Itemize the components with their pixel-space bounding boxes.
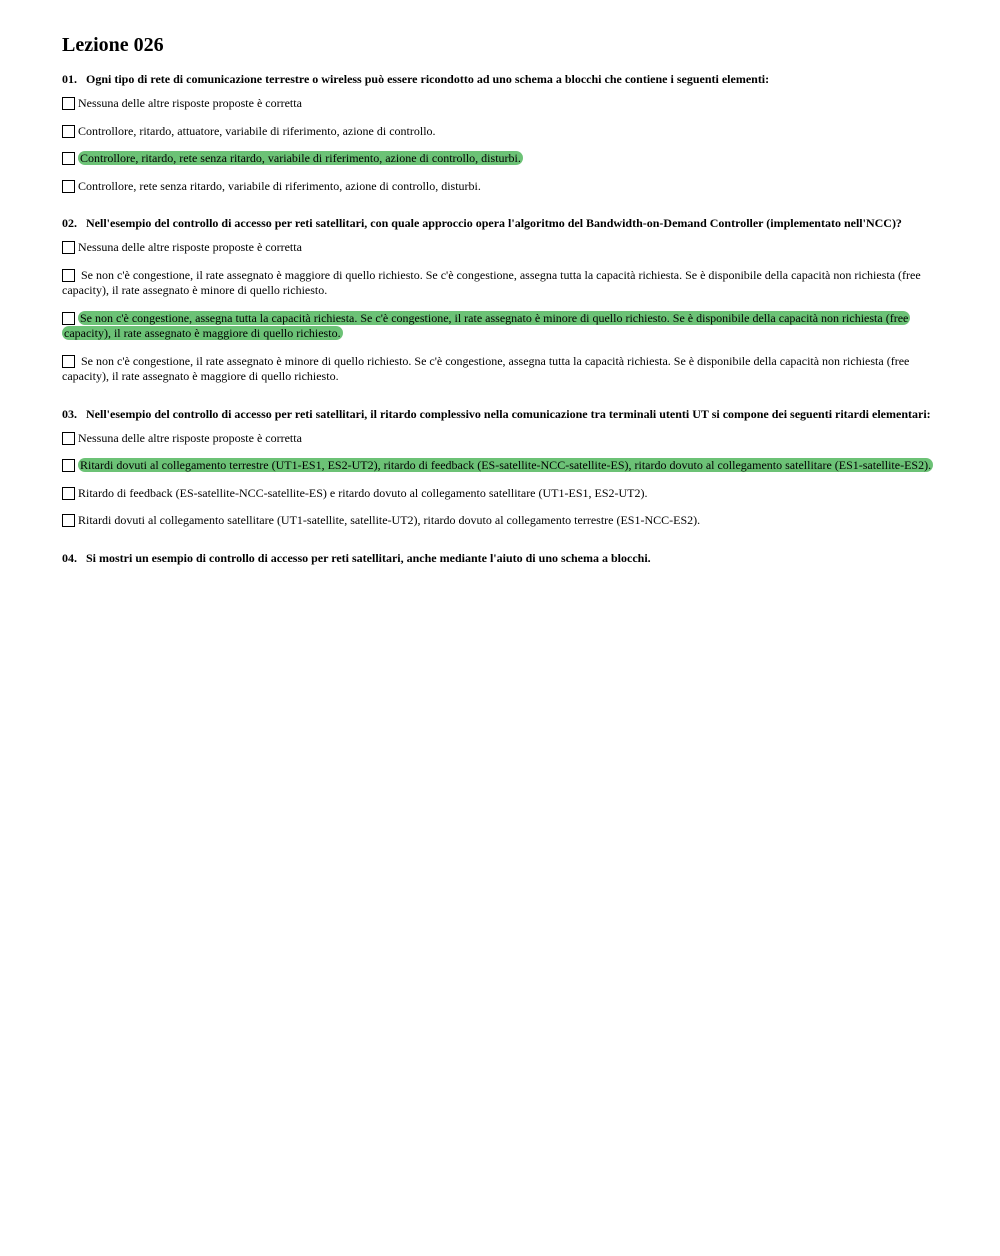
answer-option-correct [62, 458, 942, 474]
answer-option [62, 96, 942, 112]
answer-option [62, 240, 942, 256]
answer-checkbox[interactable] [62, 97, 75, 110]
answer-text: Nessuna delle altre risposte proposte è corretta [78, 430, 302, 445]
answer-text-highlighted: Ritardi dovuti al collegamento terrestre (UT1-ES1, ES2-UT2), ritardo di feedback (ES-satellite-NCC-satellite-ES), ritardo dovuto al collegamento satellitare (ES1-satellite-ES2). [80, 458, 932, 472]
answer-text-highlighted: Controllore, ritardo, rete senza ritardo, variabile di riferimento, azione di controllo, disturbi. [80, 151, 521, 165]
answer-text: Se non c'è congestione, il rate assegnato è minore di quello richiesto. Se c'è congestione, assegna tutta la capacità richiesta. Se è disponibile della capacità non richiesta (free capacity), il rate assegnato è maggiore di quello richiesto. [62, 353, 910, 383]
question-number: 03. [62, 406, 77, 421]
question-02 [62, 216, 942, 385]
answer-checkbox[interactable] [62, 432, 75, 445]
answer-checkbox[interactable] [62, 269, 75, 282]
answer-text: Nessuna delle altre risposte proposte è corretta [78, 96, 302, 110]
answer-option [62, 179, 942, 195]
question-body: Nell'esempio del controllo di accesso per reti satellitari, con quale approccio opera l'algoritmo del Bandwidth-on-Demand Controller (implementato nell'NCC)? [86, 216, 902, 230]
question-number: 02. [62, 216, 77, 230]
answer-checkbox[interactable] [62, 355, 75, 368]
question-text [62, 407, 942, 421]
question-04 [62, 551, 942, 565]
question-text [62, 72, 942, 86]
answer-checkbox[interactable] [62, 312, 75, 325]
answer-checkbox[interactable] [62, 152, 75, 165]
answer-checkbox[interactable] [62, 487, 75, 500]
answer-option [62, 354, 942, 385]
question-01 [62, 72, 942, 194]
document-page [62, 32, 942, 587]
question-03 [62, 407, 942, 529]
answer-checkbox[interactable] [62, 241, 75, 254]
answer-text: Ritardi dovuti al collegamento satellitare (UT1-satellite, satellite-UT2), ritardo dovuto al collegamento terrestre (ES1-NCC-ES2). [78, 513, 701, 527]
answer-text: Controllore, ritardo, attuatore, variabile di riferimento, azione di controllo. [78, 123, 436, 138]
answer-option [62, 513, 942, 529]
answer-checkbox[interactable] [62, 125, 75, 138]
answer-text-highlighted: Se non c'è congestione, assegna tutta la capacità richiesta. Se c'è congestione, il rate assegnato è minore di quello richiesto. Se è disponibile della capacità non richiesta (free capacity), il rate assegnato è maggiore di quello richiesto. [64, 310, 909, 340]
answer-option [62, 431, 942, 447]
answer-checkbox[interactable] [62, 459, 75, 472]
answer-checkbox[interactable] [62, 514, 75, 527]
question-text [62, 216, 942, 230]
question-text [62, 551, 942, 565]
answer-text: Controllore, rete senza ritardo, variabile di riferimento, azione di controllo, disturbi. [78, 178, 481, 193]
answer-checkbox[interactable] [62, 180, 75, 193]
question-body: Si mostri un esempio di controllo di accesso per reti satellitari, anche mediante l'aiuto di uno schema a blocchi. [86, 550, 651, 565]
question-number: 01. [62, 72, 77, 86]
answer-option [62, 268, 942, 299]
answer-option [62, 486, 942, 502]
question-number: 04. [62, 550, 77, 565]
lesson-title: Lezione 026 [62, 34, 164, 56]
answer-option-correct [62, 151, 942, 167]
answer-text: Nessuna delle altre risposte proposte è corretta [78, 240, 302, 254]
answer-option-correct [62, 311, 942, 342]
answer-text: Se non c'è congestione, il rate assegnato è maggiore di quello richiesto. Se c'è congestione, assegna tutta la capacità richiesta. Se è disponibile della capacità non richiesta (free capacity), il rate assegnato è minore di quello richiesto. [62, 267, 921, 297]
question-body: Nell'esempio del controllo di accesso per reti satellitari, il ritardo complessivo nella comunicazione tra terminali utenti UT si compone dei seguenti ritardi elementari: [86, 406, 931, 421]
question-body: Ogni tipo di rete di comunicazione terrestre o wireless può essere ricondotto ad uno schema a blocchi che contiene i seguenti elementi: [86, 72, 770, 86]
answer-text: Ritardo di feedback (ES-satellite-NCC-satellite-ES) e ritardo dovuto al collegamento satellitare (UT1-ES1, ES2-UT2). [78, 485, 648, 500]
answer-option [62, 124, 942, 140]
